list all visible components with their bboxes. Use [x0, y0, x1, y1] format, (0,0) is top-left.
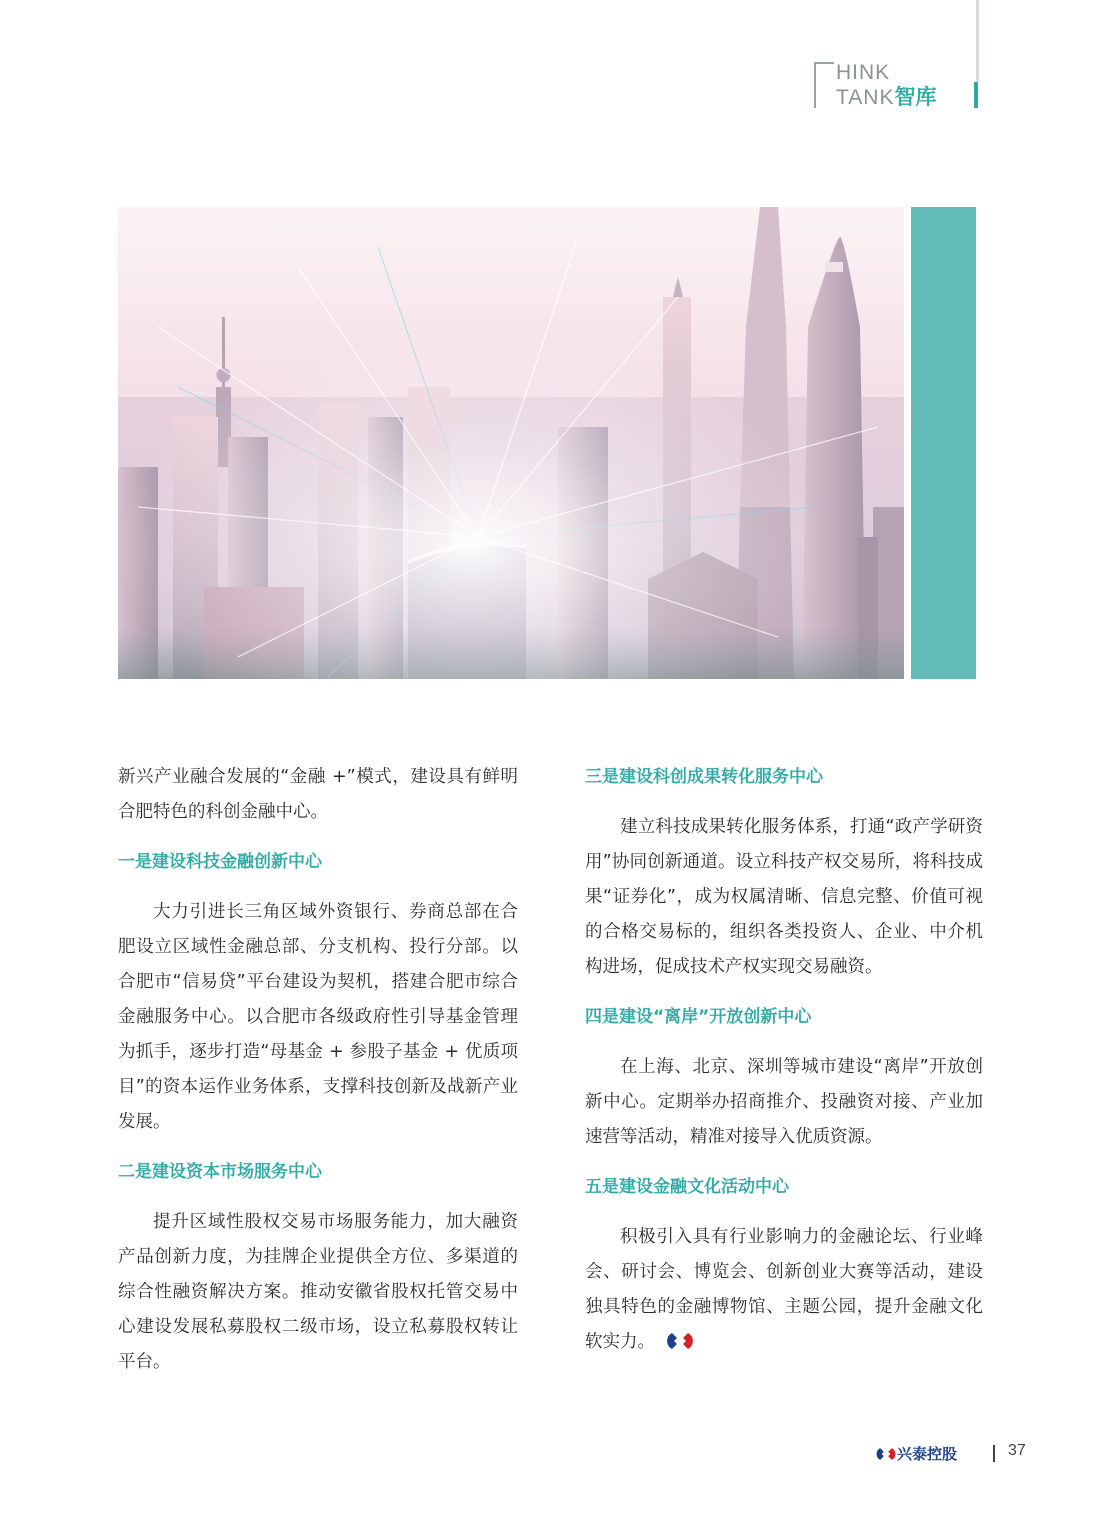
header-cn: 智库 [894, 85, 937, 109]
header-tank: TANK [836, 86, 895, 109]
section-2-body: 提升区域性股权交易市场服务能力，加大融资产品创新力度，为挂牌企业提供全方位、多渠道的综合性融资解决方案。推动安徽省股权托管交易中心建设发展私募股权二级市场，设立私募股权转让平台。 [118, 1212, 518, 1372]
header-line2 [836, 85, 936, 110]
section-5-title: 五是建设金融文化活动中心 [585, 1177, 789, 1197]
section-5-wrap [585, 1220, 983, 1360]
city-skyline-image [118, 207, 904, 679]
section-3-title: 三是建设科创成果转化服务中心 [585, 767, 823, 787]
brand-logo-icon [875, 1444, 897, 1464]
left-column [118, 760, 518, 1380]
section-5-body: 积极引入具有行业影响力的金融论坛、行业峰会、研讨会、博览会、创新创业大赛等活动，建设独具特色的金融博物馆、主题公园，提升金融文化软实力。 [585, 1227, 983, 1352]
header-t-stem [814, 62, 816, 108]
end-mark-logo-icon [665, 1331, 695, 1351]
right-column [585, 760, 983, 1360]
header-line1: HINK [836, 61, 891, 84]
section-1-title: 一是建设科技金融创新中心 [118, 852, 322, 872]
section-3-body: 建立科技成果转化服务体系，打通“政产学研资用”协同创新通道。设立科技产权交易所，将科技成果“证券化”，成为权属清晰、信息完整、价值可视的合格交易标的，组织各类投资人、企业、中介机构进场，促成技术产权实现交易融资。 [585, 817, 983, 977]
teal-accent-strip [911, 207, 976, 679]
left-intro: 新兴产业融合发展的“金融 +”模式，建设具有鲜明合肥特色的科创金融中心。 [118, 767, 518, 822]
think-tank-header [800, 58, 978, 114]
footer-separator [993, 1445, 995, 1462]
section-2-title: 二是建设资本市场服务中心 [118, 1162, 322, 1182]
section-1-body: 大力引进长三角区域外资银行、券商总部在合肥设立区域性金融总部、分支机构、投行分部。以合肥市“信易贷”平台建设为契机，搭建合肥市综合金融服务中心。以合肥市各级政府性引导基金管理为抓手，逐步打造“母基金 + 参股子基金 + 优质项目”的资本运作业务体系，支撑科技创新及战新产业发展。 [118, 902, 518, 1132]
section-4-title: 四是建设“离岸”开放创新中心 [585, 1007, 812, 1027]
page-number: 37 [1008, 1442, 1026, 1459]
skyline-illustration [118, 207, 904, 679]
footer-brand: 兴泰控股 [897, 1445, 958, 1463]
header-t-bar [814, 62, 834, 64]
section-4-body: 在上海、北京、深圳等城市建设“离岸”开放创新中心。定期举办招商推介、投融资对接、产业加速营等活动，精准对接导入优质资源。 [585, 1057, 983, 1147]
header-accent-bar [974, 82, 978, 108]
